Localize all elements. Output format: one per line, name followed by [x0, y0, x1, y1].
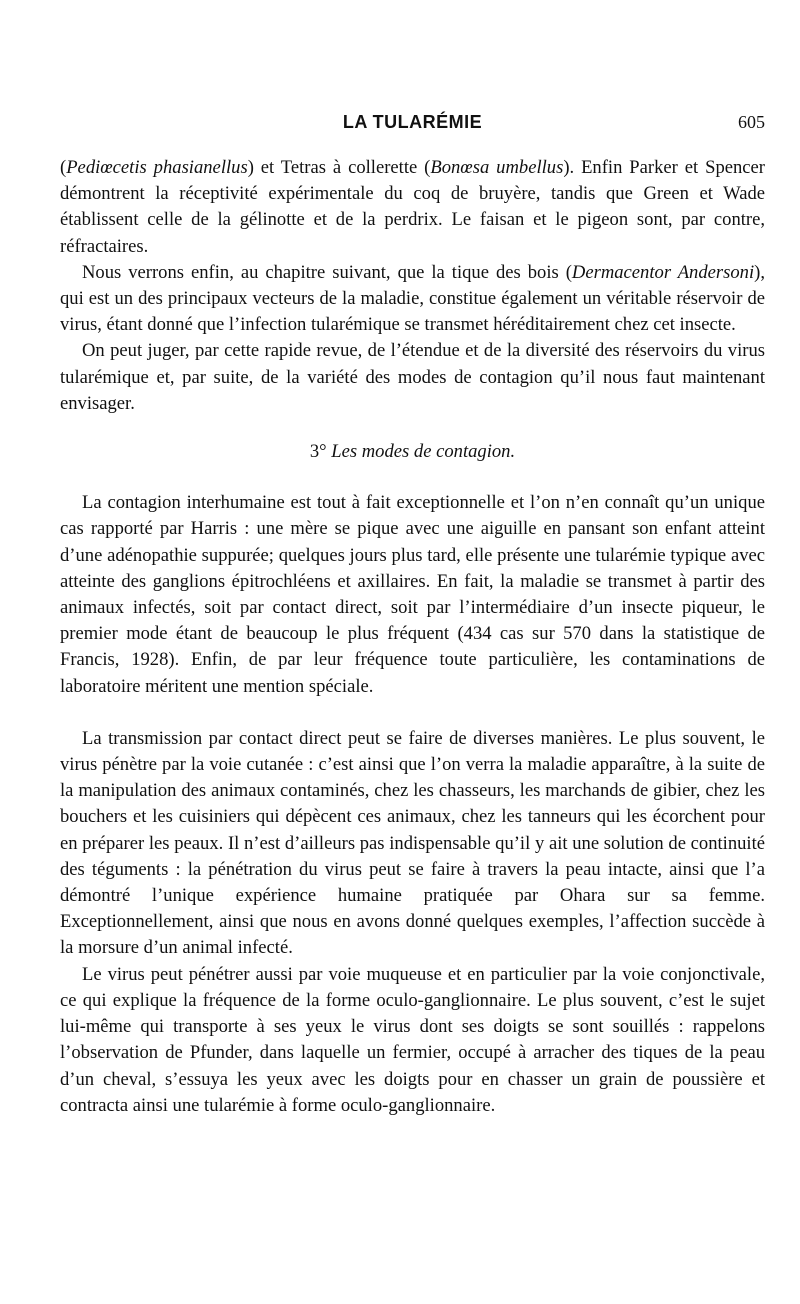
page-number: 605	[738, 112, 765, 132]
section-heading	[60, 439, 765, 465]
text-run: ) et Tetras à collerette (	[247, 157, 431, 178]
paragraph-continuation	[60, 155, 765, 260]
text-run: ), qui est un des principaux vecteurs de la maladie, constitue également un véritable réservoir de virus, étant donné que l’infection tularémique se transmet héréditairement chez cet insecte.	[60, 261, 765, 336]
section-number: 3°	[309, 441, 327, 463]
paragraph-summary: On peut juger, par cette rapide revue, de l’étendue et de la diversité des réservoirs du virus tularémique et, par suite, de la variété des modes de contagion qu’il nous faut maintenant envisager.	[60, 340, 765, 414]
body-text	[60, 155, 765, 1119]
text-run: (	[60, 157, 67, 178]
text-run: ). Enfin Parker et Spencer démontrent la réceptivité expérimentale du coq de bruyère, tandis que Green et Wade établissent celle de la gélinotte et de la perdrix. Le faisan et le pigeon sont, par contre, réfractaires.	[60, 157, 765, 257]
paragraph-tick	[60, 260, 765, 339]
running-title: LA TULARÉMIE	[342, 112, 483, 132]
paragraph-interhuman: La contagion interhumaine est tout à fait exceptionnelle et l’on n’en connaît qu’un unique cas rapporté par Harris : une mère se pique avec une aiguille en pansant son enfant atteint d’une adénopathie suppurée; quelques jours plus tard, elle présente une tularémie typique avec atteinte des ganglions épitrochléens et axillaires. En fait, la maladie se transmet à partir des animaux infectés, soit par contact direct, soit par l’intermédiaire d’un insecte piqueur, le premier mode étant de beaucoup le plus fréquent (434 cas sur 570 dans la statistique de Francis, 1928). Enfin, de par leur fréquence toute particulière, les contaminations de laboratoire méritent une mention spéciale.	[60, 492, 765, 697]
paragraph-gap	[60, 700, 765, 726]
species-name: Dermacentor Andersoni	[571, 261, 755, 283]
page-header	[60, 112, 765, 140]
paragraph-direct-contact: La transmission par contact direct peut se faire de diverses manières. Le plus souvent, le virus pénètre par la voie cutanée : c’est ainsi que l’on verra la maladie apparaître, à la suite de la manipulation des animaux contaminés, chez les chasseurs, les marchands de gibier, chez les bouchers et les cuisiniers qui dépècent ces animaux, chez les tanneurs qui les écorchent pour en préparer les peaux. Il n’est d’ailleurs pas indispensable qu’il y ait une solution de continuité des téguments : la pénétration du virus peut se faire à travers la peau intacte, ainsi que l’a démontré l’unique expérience humaine pratiquée par Ohara sur sa femme. Exceptionnellement, ainsi que nous en avons donné quelques exemples, l’affection succède à la morsure d’un animal infecté.	[60, 727, 765, 959]
paragraph-mucosal: Le virus peut pénétrer aussi par voie muqueuse et en particulier par la voie conjonctivale, ce qui explique la fréquence de la forme oculo-ganglionnaire. Le plus souvent, c’est le sujet lui-même qui transporte à ses yeux le virus dont ses doigts se sont souillés : rappelons l’observation de Pfunder, dans laquelle un fermier, occupé à arracher des tiques de la peau d’un cheval, s’essuya les yeux avec les doigts pour en chasser un grain de poussière et contracta ainsi une tularémie à forme oculo-ganglionnaire.	[60, 963, 765, 1116]
species-name: Pediœcetis phasianellus	[66, 157, 248, 178]
text-run: Nous verrons enfin, au chapitre suivant, que la tique des bois (	[82, 261, 572, 283]
section-title: Les modes de contagion.	[331, 441, 516, 463]
species-name: Bonœsa umbellus	[430, 157, 564, 178]
